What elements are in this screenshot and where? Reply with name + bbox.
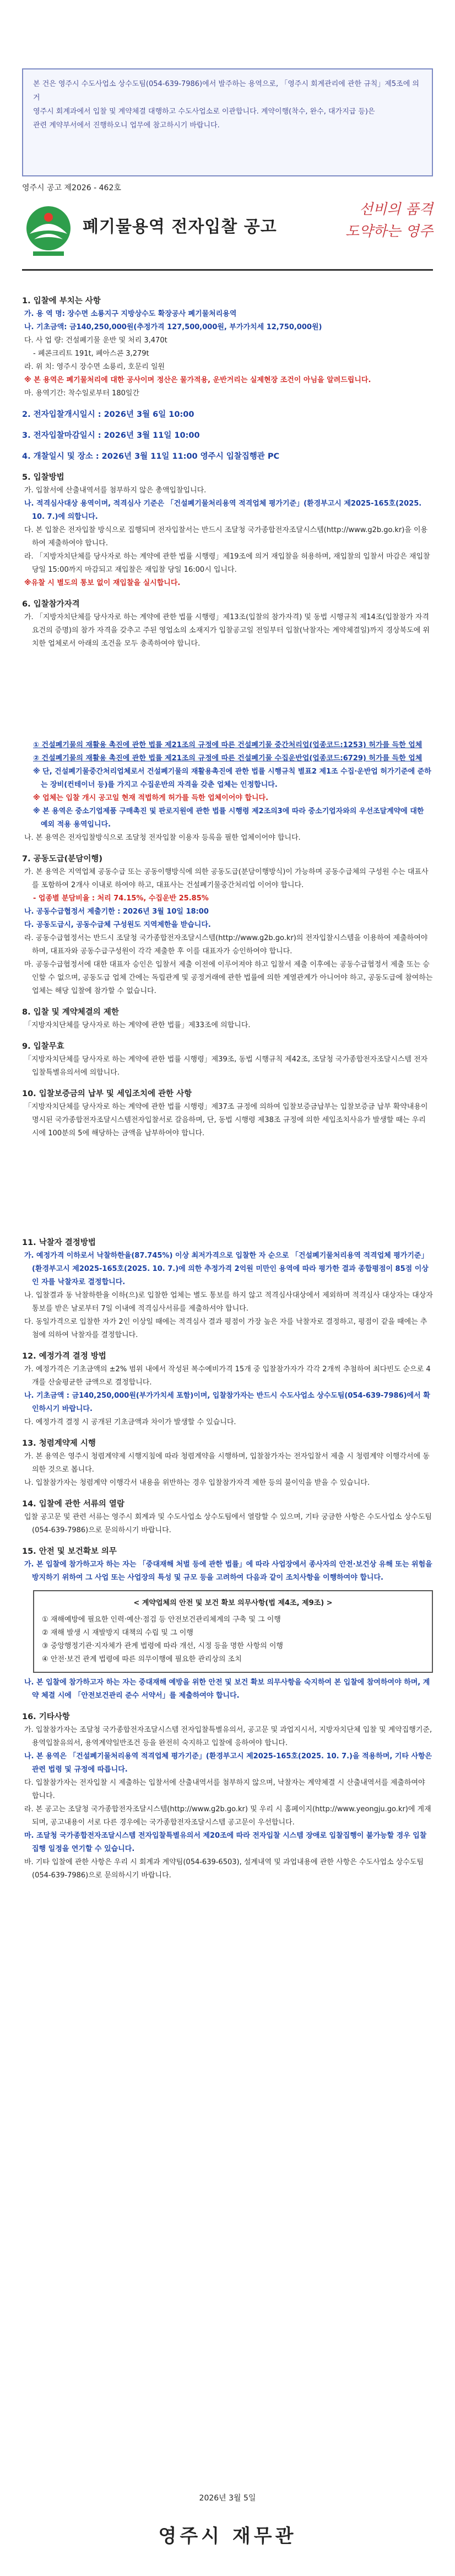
section-heading: 12. 예정가격 결정 방법 — [22, 1352, 106, 1361]
section-heading: 4. 개찰일시 및 장소 : 2026년 3월 11일 11:00 영주시 입찰집행관 PC — [22, 452, 280, 461]
section-heading: 9. 입찰무효 — [22, 1042, 64, 1051]
section-heading: 6. 입찰참가자격 — [22, 600, 80, 609]
item: 다. 본 입찰은 전자입찰 방식으로 집행되며 전자입찰서는 반드시 조달청 국가종합전자조달시스템(http://www.g2b.go.kr)을 이용하여 제출하여야 합니다. — [24, 526, 428, 548]
item: 나. 입찰결과 동 낙찰하한율 이하(으)로 입찰한 업체는 별도 통보를 하지 않고 적격심사대상에서 제외하며 적격심사 대상자는 대상자 통보를 받은 날로부터 7일 이내에 적격심사서류를 제출하셔야 합니다. — [24, 1291, 433, 1313]
document-title: 폐기물용역 전자입찰 공고 — [83, 217, 277, 237]
item: 가. 입찰참가자는 조달청 국가종합전자조달시스템 전자입찰특별유의서, 공고문 및 과업지시서, 지방자치단체 입찰 및 계약집행기준, 용역입찰유의서, 용역계약일반조건 등을 완전히 숙지하고 입찰에 응하여야 합니다. — [24, 1726, 432, 1747]
item: 마. 조달청 국가종합전자조달시스템 전자입찰특별유의서 제20조에 따라 전자입찰 시스템 장애로 입찰집행이 불가능할 경우 입찰집행 일정을 연기할 수 있습니다. — [24, 1832, 427, 1853]
item: 나. 본 입찰에 참가하고자 하는 자는 중대재해 예방을 위한 안전 및 보건 확보 의무사항을 숙지하여 본 입찰에 참여하여야 하며, 계약 체결 시에 「안전보건관리 준수 서약서」를 제출하여야 합니다. — [24, 1678, 430, 1700]
item: 라. 본 공고는 조달청 국가종합전자조달시스템(http://www.g2b.go.kr) 및 우리 시 홈페이지(http://www.yeongju.go.kr)에 게재되며, 공고내용이 서로 다른 경우에는 국가종합전자조달시스템 공고문이 우선합니다. — [24, 1805, 431, 1827]
slogan-line: 선비의 품격 — [359, 201, 433, 218]
document-header — [22, 195, 433, 266]
item: 나. 공동수급협정서 제출기한 : 2026년 3월 10일 18:00 — [24, 908, 209, 916]
box-item: ③ 중앙행정기관·지자체가 관계 법령에 따라 개선, 시정 등을 명한 사항의 이행 — [42, 1642, 283, 1650]
section-heading: 15. 안전 및 보건확보 의무 — [22, 1547, 117, 1556]
item: 가. 예정가격은 기초금액의 ±2% 범위 내에서 작성된 복수예비가격 15개 중 입찰참가자가 각각 2개씩 추첨하여 최다빈도 순으로 4개를 산술평균한 금액으로 결정합니다. — [24, 1365, 431, 1387]
item: 다. 동일가격으로 입찰한 자가 2인 이상일 때에는 적격심사 결과 평점이 가장 높은 자를 낙찰자로 결정하고, 평점이 같을 때에는 추첨에 의하여 낙찰자를 결정합니다. — [24, 1318, 427, 1339]
box-title: < 계약업체의 안전 및 보건 확보 의무사항(법 제4조, 제9조) > — [133, 1599, 333, 1607]
item: ※ 본 용역은 중소기업제품 구매촉진 및 판로지원에 관한 법률 시행령 제2조의3에 따라 중소기업자와의 우선조달계약에 대한 예외 적용 용역입니다. — [33, 807, 424, 829]
item: ※ 단, 건설폐기물중간처리업체로서 건설폐기물의 재활용촉진에 관한 법률 시행규칙 별표2 제1조 수집·운반업 허가기준에 준하는 장비(컨테이너 등)를 가지고 수집운반의 자격을 갖춘 업체는 인정합니다. — [33, 768, 431, 789]
box-item: ① 재해예방에 필요한 인력·예산·점검 등 안전보건관리체계의 구축 및 그 이행 — [42, 1616, 281, 1624]
item: 라. 공동수급협정서는 반드시 조달청 국가종합전자조달시스템(http://www.g2b.go.kr)의 전자입찰시스템을 이용하여 제출하여야 하며, 대표자와 공동수급구성원이 각각 제출한 후 이를 대표자가 승인하여야 합니다. — [24, 934, 428, 956]
announcement-body — [22, 287, 433, 1882]
item: 나. 본 용역은 「건설폐기물처리용역 적격업체 평가기준」(환경부고시 제2025-165호(2025. 10. 7.)을 적용하며, 기타 사항은 관련 법령 및 규정에 따릅니다. — [24, 1752, 432, 1774]
spacer — [22, 651, 433, 739]
item: ※ 업체는 입찰 개시 공고일 현재 적법하게 허가를 득한 업체이어야 합니다. — [33, 794, 269, 802]
section-heading: 14. 입찰에 관한 서류의 열람 — [22, 1500, 124, 1509]
item: 가. 예정가격 이하로서 낙찰하한율(87.745%) 이상 최저가격으로 입찰한 자 순으로 「건설폐기물처리용역 적격업체 평가기준」(환경부고시 제2025-165호(2025. 10. 7.)에 의한 추정가격 2억원 미만인 용역에 따라 평가한 결과 종합평점이 85점 이상인 자를 낙찰자로 결정합니다. — [24, 1252, 429, 1286]
section-heading: 1. 입찰에 부치는 사항 — [22, 297, 101, 305]
item: 「지방자치단체를 당사자로 하는 계약에 관한 법률 시행령」제39조, 동법 시행규칙 제42조, 조달청 국가종합전자조달시스템 전자입찰특별유의서에 의합니다. — [24, 1055, 428, 1077]
item: 마. 공동수급협정서에 대한 대표자 승인은 입찰서 제출 이전에 이루어져야 하고 입찰서 제출 이후에는 공동수급협정서 제출 또는 승인할 수 없으며, 공동도급 업체 간에는 독립관계 및 공정거래에 관한 법률에 의한 계열관계가 아니어야 하고, 공동도급에 참여하는 업체는 해당 입찰에 참가할 수 없습니다. — [24, 960, 433, 995]
item: 바. 기타 입찰에 관한 사항은 우리 시 회계과 계약팀(054-639-6503), 설계내역 및 과업내용에 관한 사항은 수도사업소 상수도팀(054-639-7986)으로 문의하시기 바랍니다. — [24, 1858, 424, 1880]
spacer — [22, 1140, 433, 1228]
item: 나. 입찰참가자는 청렴계약 이행각서 내용을 위반하는 경우 입찰참가자격 제한 등의 불이익을 받을 수 있습니다. — [24, 1479, 370, 1487]
city-slogan — [339, 198, 433, 243]
item: - 폐콘크리트 191t, 폐아스콘 3,279t — [33, 350, 149, 358]
item: 가. 「지방자치단체를 당사자로 하는 계약에 관한 법률 시행령」제13조(입찰의 참가자격) 및 동법 시행규칙 제14조(입찰참가 자격요건의 증명)의 참가 자격을 갖추고 주된 영업소의 소재지가 입찰공고일 전일부터 입찰(낙찰자는 계약체결일)까지 경상북도에 위치한 업체로서 아래의 조건을 모두 충족하여야 합니다. — [24, 613, 430, 648]
item: 가. 본 입찰에 참가하고자 하는 자는 「중대재해 처벌 등에 관한 법률」에 따라 사업장에서 종사자의 안전·보건상 유해 또는 위험을 방지하기 위하여 그 사업 또는 사업장의 특성 및 규모 등을 고려하여 다음과 같이 조치사항을 이행하여야 합니다. — [24, 1560, 432, 1582]
section-heading: 13. 청렴계약제 시행 — [22, 1439, 96, 1448]
item: 가. 본 용역은 영주시 청렴계약제 시행지침에 따라 청렴계약을 시행하며, 입찰참가자는 전자입찰서 제출 시 청렴계약 이행각서에 동의한 것으로 봅니다. — [24, 1452, 430, 1474]
item: ※유찰 시 별도의 통보 없이 재입찰을 실시합니다. — [24, 579, 181, 587]
item: 「지방자치단체를 당사자로 하는 계약에 관한 법률」제33조에 의합니다. — [24, 1021, 251, 1029]
item: 다. 입찰참가자는 전자입찰 시 제출하는 입찰서에 산출내역서를 첨부하지 않으며, 낙찰자는 계약체결 시 산출내역서를 제출하여야 합니다. — [24, 1779, 425, 1800]
slogan-line: 도약하는 영주 — [345, 223, 433, 240]
item: 가. 입찰서에 산출내역서를 첨부하지 않은 총액입찰입니다. — [24, 486, 207, 495]
item: - 업종별 분담비율 : 처리 74.15%, 수집운반 25.85% — [33, 894, 209, 903]
notice-line: 영주시 회계과에서 입찰 및 계약체결 대행하고 수도사업소로 이관합니다. 계약이행(착수, 완수, 대가지급 등)은 — [33, 108, 375, 116]
title-divider — [22, 269, 433, 271]
item: 나. 적격심사대상 용역이며, 적격심사 기준은 「건설폐기물처리용역 적격업체 평가기준」(환경부고시 제2025-165호(2025. 10. 7.)에 의합니다. — [24, 500, 422, 521]
yeongju-logo-icon — [22, 203, 75, 258]
announcement-date: 2026년 3월 5일 — [199, 2494, 256, 2503]
notice-line: 관련 계약부서에서 진행하오니 업무에 참고하시기 바랍니다. — [33, 121, 220, 130]
item: 가. 본 용역은 지역업체 공동수급 또는 공동이행방식에 의한 공동도급(분담이행방식)이 가능하며 공동수급체의 구성원 수는 대표사를 포함하여 2개사 이내로 하여야 하고, 대표사는 건설폐기물중간처리업 이어야 합니다. — [24, 868, 429, 889]
item: 「지방자치단체를 당사자로 하는 계약에 관한 법률 시행령」제37조 규정에 의하여 입찰보증금납부는 입찰보증금 납부 확약내용이 명시된 국가종합전자조달시스템전자입찰서로 갈음하며, 단, 동법 시행령 제38조 규정에 의한 세입조치사유가 발생할 때는 우리 시에 100분의 5에 해당하는 금액을 납부하여야 합니다. — [24, 1103, 428, 1137]
item: ① 건설폐기물의 재활용 촉진에 관한 법률 제21조의 규정에 따른 건설폐기물 중간처리업(업종코드:1253) 허가를 득한 업체 — [33, 741, 422, 749]
notice-box — [22, 68, 433, 176]
section-heading: 7. 공동도급(분담이행) — [22, 855, 102, 863]
section-heading: 10. 입찰보증금의 납부 및 세입조치에 관한 사항 — [22, 1090, 192, 1098]
item: 나. 본 용역은 전자입찰방식으로 조달청 전자입찰 이용자 등록을 필한 업체이어야 합니다. — [24, 834, 301, 842]
item: ② 건설폐기물의 재활용 촉진에 관한 법률 제21조의 규정에 따른 건설폐기물 수집운반업(업종코드:6729) 허가를 득한 업체 — [33, 754, 422, 763]
item: 다. 예정가격 결정 시 공개된 기초금액과 차이가 발생할 수 있습니다. — [24, 1418, 236, 1426]
item: 라. 「지방자치단체를 당사자로 하는 계약에 관한 법률 시행령」제19조에 의거 재입찰을 허용하며, 재입찰의 입찰서 마감은 재입찰 당일 15:00까지 마감되고 재입찰은 재입찰 당일 16:00시 입니다. — [24, 552, 430, 574]
safety-obligation-box — [33, 1590, 433, 1673]
item: ※ 본 용역은 폐기물처리에 대한 공사이며 정산은 물가적용, 운반거리는 실제현장 조건이 아님을 알려드립니다. — [24, 376, 371, 384]
section-heading: 16. 기타사항 — [22, 1713, 70, 1721]
item: 나. 기초금액: 금140,250,000원(추정가격 127,500,000원, 부가가치세 12,750,000원) — [24, 323, 322, 331]
item: 가. 용 역 명: 장수면 소룡지구 지방상수도 확장공사 폐기물처리용역 — [24, 310, 237, 318]
notice-line: 본 건은 영주시 수도사업소 상수도팀(054-639-7986)에서 발주하는 용역으로, 「영주시 회계관리에 관한 규칙」제5조에 의거 — [33, 80, 419, 102]
section-heading: 8. 입찰 및 계약체결의 제한 — [22, 1008, 119, 1017]
section-heading: 11. 낙찰자 결정방법 — [22, 1238, 96, 1247]
item: 마. 용역기간: 착수일로부터 180일간 — [24, 389, 139, 398]
section-heading: 2. 전자입찰개시일시 : 2026년 3월 6일 10:00 — [22, 410, 194, 419]
section-heading: 3. 전자입찰마감일시 : 2026년 3월 11일 10:00 — [22, 431, 200, 440]
item: 나. 기초금액 : 금140,250,000원(부가가치세 포함)이며, 입찰참가자는 반드시 수도사업소 상수도팀(054-639-7986)에서 확인하시기 바랍니다. — [24, 1392, 430, 1413]
item: 라. 위 치: 영주시 장수면 소룡리, 호문리 일원 — [24, 363, 165, 371]
box-item: ② 재해 발생 시 재발방지 대책의 수립 및 그 이행 — [42, 1629, 193, 1637]
item: 다. 사 업 량: 건설폐기물 운반 및 처리 3,470t — [24, 336, 167, 345]
item: 다. 공동도급시, 공동수급체 구성원도 지역제한을 받습니다. — [24, 921, 211, 929]
section-heading: 5. 입찰방법 — [22, 473, 64, 482]
box-item: ④ 안전·보건 관계 법령에 따른 의무이행에 필요한 관리상의 조치 — [42, 1655, 242, 1663]
issuing-organization: 영주시 재무관 — [158, 2525, 297, 2547]
announcement-number: 영주시 공고 제2026 - 462호 — [22, 184, 121, 192]
item: 입찰 공고문 및 관련 서류는 영주시 회계과 및 수도사업소 상수도팀에서 열람할 수 있으며, 기타 궁금한 사항은 수도사업소 상수도팀(054-639-7986)으로 문의하시기 바랍니다. — [24, 1513, 432, 1534]
